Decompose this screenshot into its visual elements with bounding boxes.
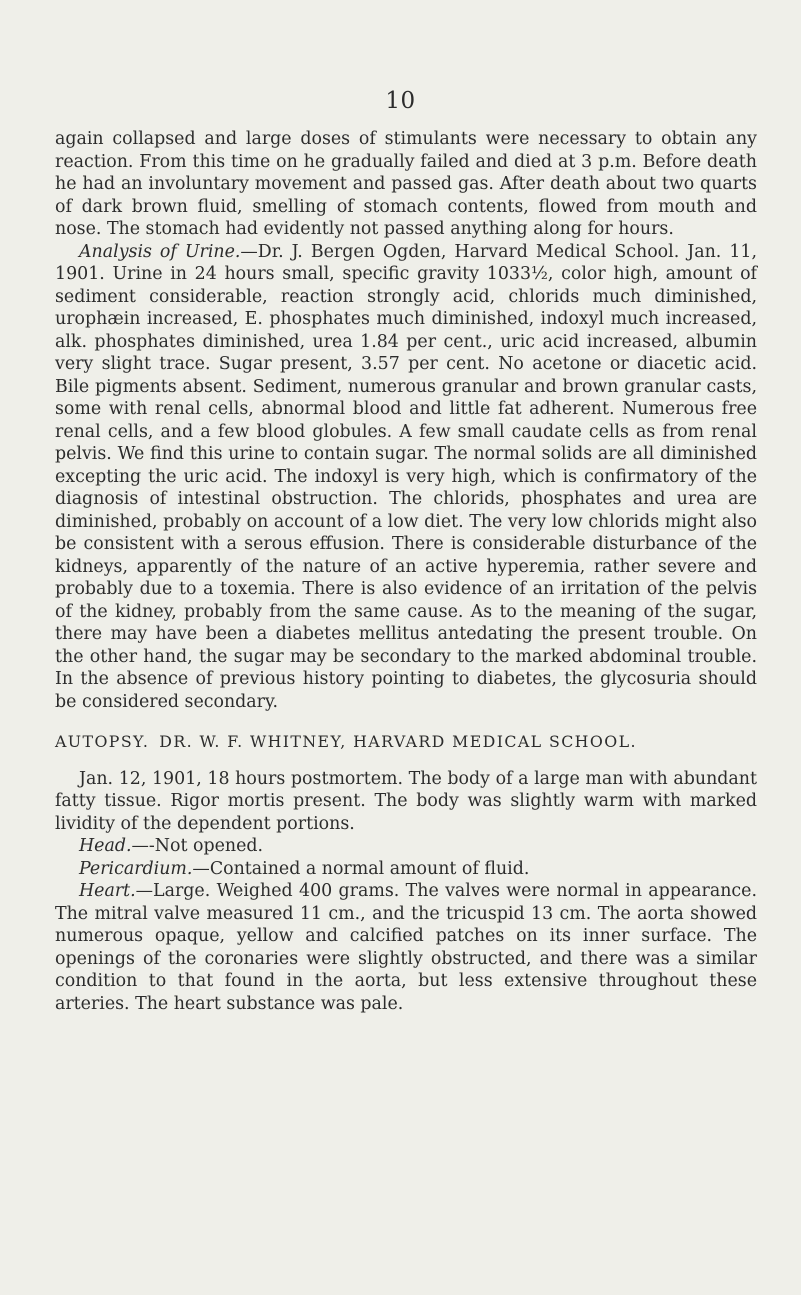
paragraph-text: —Contained a normal amount of fluid. [192, 858, 530, 879]
runin-heading: Head. [79, 836, 132, 856]
section-heading-autopsy [55, 731, 757, 754]
runin-heading: Pericardium. [79, 858, 193, 879]
page-number: 10 [385, 88, 416, 114]
paragraph-urine-analysis [55, 241, 757, 714]
paragraph-heart [55, 880, 757, 1015]
paragraph-pericardium [55, 858, 757, 881]
paragraph-text: —Dr. J. Bergen Ogden, Harvard Medical School. Jan. 11, 1901. Urine in 24 hours small, specific gravity 1033½, color high, amount of sediment considerable, reaction strongly acid, chlorids much diminished, urophæin increased, E. phosphates much diminished, indoxyl much increased, alk. phosphates diminished, urea 1.84 per cent., uric acid increased, albumin very slight trace. Sugar present, 3.57 per cent. No acetone or diacetic acid. Bile pigments absent. Sediment, numerous granular and brown granular casts, some with renal cells, abnormal blood and little fat adherent. Numerous free renal cells, and a few blood globules. A few small caudate cells as from renal pelvis. We find this urine to contain sugar. The normal solids are all diminished excepting the uric acid. The indoxyl is very high, which is confirmatory of the diagnosis of intestinal obstruction. The chlorids, phosphates and urea are diminished, probably on account of a low diet. The very low chlorids might also be consistent with a serous effusion. There is considerable disturbance of the kidneys, apparently of the nature of an active hyperemia, rather severe and probably due to a toxemia. There is also evidence of an irritation of the pelvis of the kidney, probably from the same cause. As to the meaning of the sugar, there may have been a diabetes mellitus antedating the present trouble. On the other hand, the sugar may be secondary to the marked abdominal trouble. In the absence of previous history pointing to diabetes, the glycosuria should be considered secondary. [55, 241, 757, 712]
body-text [55, 128, 757, 1015]
paragraph-text: —Large. Weighed 400 grams. The valves were normal in appearance. The mitral valve measured 11 cm., and the tricuspid 13 cm. The aorta showed numerous opaque, yellow and calcified patches on its inner surface. The openings of the coronaries were slightly obstructed, and there was a similar condition to that found in the aorta, but less extensive throughout these arteries. The heart substance was pale. [55, 881, 757, 1014]
heading-label: AUTOPSY. [55, 732, 150, 751]
paragraph-postmortem: Jan. 12, 1901, 18 hours postmortem. The body of a large man with abundant fatty tissue. Rigor mortis present. The body was slightly warm with marked lividity of the dependent portions. [55, 768, 757, 834]
runin-heading: Heart. [79, 881, 136, 901]
paragraph-clinical-course: again collapsed and large doses of stimulants were necessary to obtain any reaction. From this time on he gradually failed and died at 3 p.m. Before death he had an involuntary movement and passed gas. After death about two quarts of dark brown fluid, smelling of stomach contents, flowed from mouth and nose. The stomach had evidently not passed anything along for hours. [55, 129, 757, 239]
runin-heading: Analysis of Urine. [79, 241, 241, 262]
paragraph-head [55, 835, 757, 858]
heading-text: DR. W. F. WHITNEY, HARVARD MEDICAL SCHOOL. [159, 732, 637, 751]
paragraph-text: —-Not opened. [131, 836, 264, 856]
